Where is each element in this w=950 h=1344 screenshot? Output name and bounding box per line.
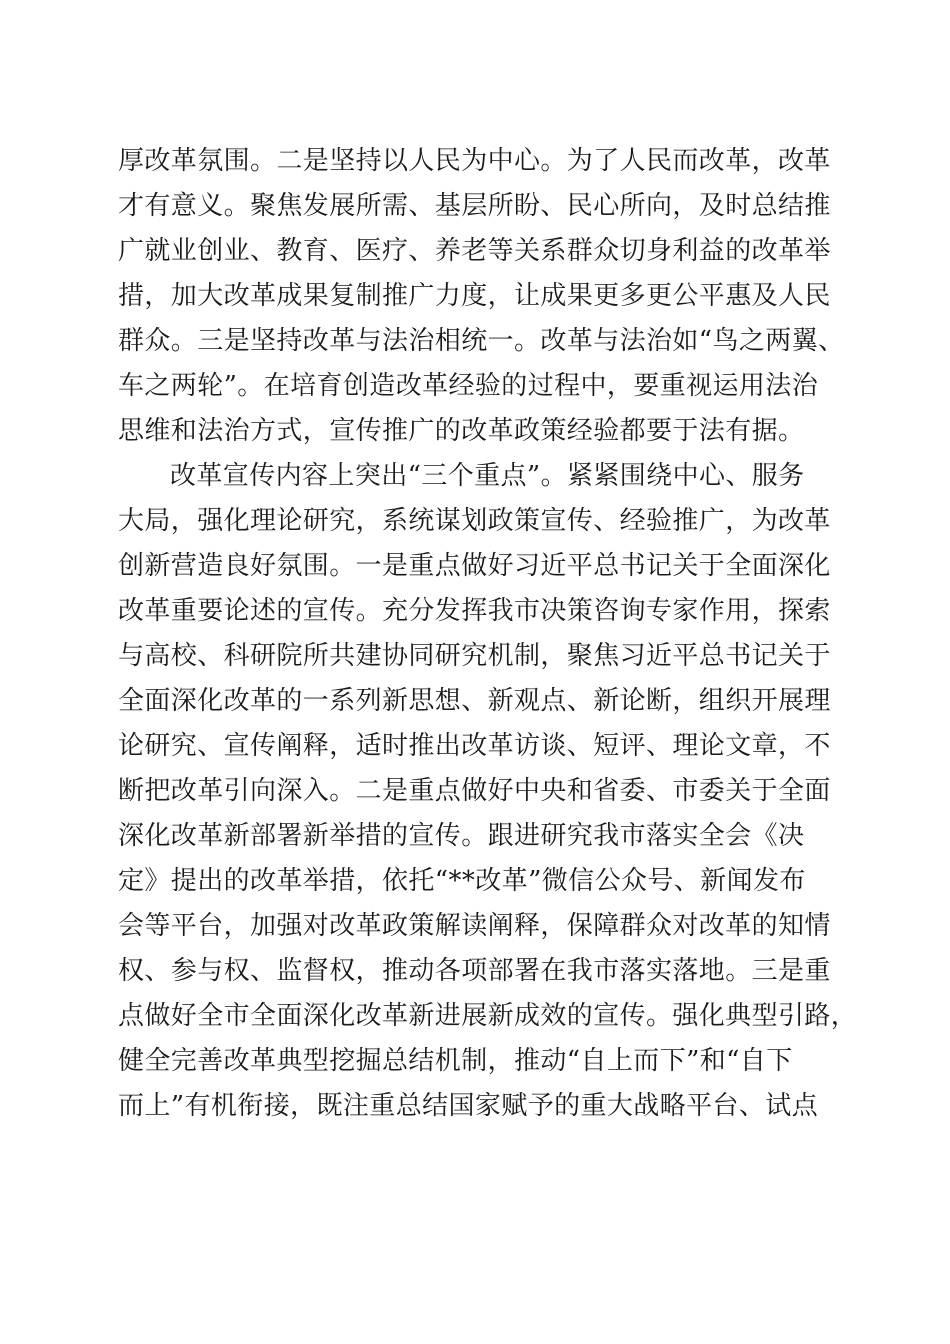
text-line: 断把改革引向深入。二是重点做好中央和省委、市委关于全面 xyxy=(118,776,831,806)
text-line: 创新营造良好氛围。一是重点做好习近平总书记关于全面深化 xyxy=(118,551,831,581)
text-line: 与高校、科研院所共建协同研究机制，聚焦习近平总书记关于 xyxy=(118,641,831,671)
text-line: 改革重要论述的宣传。充分发挥我市决策咨询专家作用，探索 xyxy=(118,596,831,626)
text-line: 会等平台，加强对改革政策解读阐释，保障群众对改革的知情 xyxy=(118,911,831,941)
text-line: 健全完善改革典型挖掘总结机制，推动“自上而下”和“自下 xyxy=(118,1046,793,1076)
text-line: 才有意义。聚焦发展所需、基层所盼、民心所向，及时总结推 xyxy=(118,191,831,221)
text-line: 群众。三是坚持改革与法治相统一。改革与法治如“鸟之两翼、 xyxy=(118,326,845,356)
text-line: 大局，强化理论研究，系统谋划政策宣传、经验推广，为改革 xyxy=(118,506,831,536)
body-text xyxy=(118,139,858,1129)
text-line: 深化改革新部署新举措的宣传。跟进研究我市落实全会《决 xyxy=(118,821,805,851)
text-line: 全面深化改革的一系列新思想、新观点、新论断，组织开展理 xyxy=(118,686,831,716)
text-line: 措，加大改革成果复制推广力度，让成果更多更公平惠及人民 xyxy=(118,281,831,311)
text-line: 权、参与权、监督权，推动各项部署在我市落实落地。三是重 xyxy=(118,956,831,986)
text-line: 点做好全市全面深化改革新进展新成效的宣传。强化典型引路， xyxy=(118,1001,858,1031)
text-line: 论研究、宣传阐释，适时推出改革访谈、短评、理论文章，不 xyxy=(118,731,831,761)
text-line: 思维和法治方式，宣传推广的改革政策经验都要于法有据。 xyxy=(118,416,805,446)
text-line: 车之两轮”。在培育创造改革经验的过程中，要重视运用法治 xyxy=(118,371,819,401)
text-line: 而上”有机衔接，既注重总结国家赋予的重大战略平台、试点 xyxy=(118,1091,819,1121)
text-line: 广就业创业、教育、医疗、养老等关系群众切身利益的改革举 xyxy=(118,236,831,266)
text-line: 定》提出的改革举措，依托“**改革”微信公众号、新闻发布 xyxy=(118,866,806,896)
text-line: 厚改革氛围。二是坚持以人民为中心。为了人民而改革，改革 xyxy=(118,146,831,176)
paragraph-first-line: 改革宣传内容上突出“三个重点”。紧紧围绕中心、服务 xyxy=(170,461,805,491)
